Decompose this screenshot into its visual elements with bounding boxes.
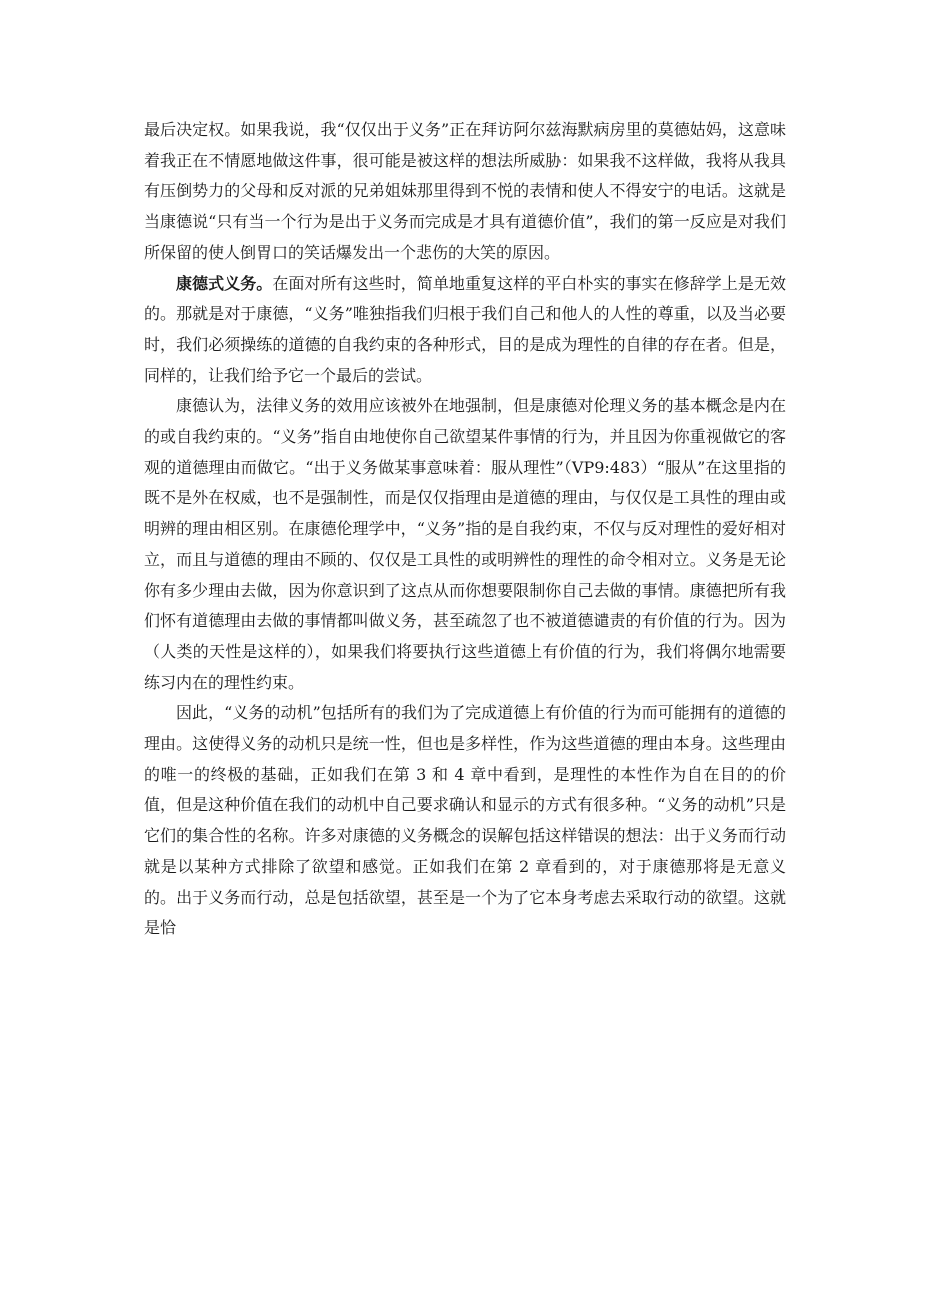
paragraph-3-text: 康德认为，法律义务的效用应该被外在地强制，但是康德对伦理义务的基本概念是内在的或自我约束的。“义务”指自由地使你自己欲望某件事情的行为，并且因为你重视做它的客观的道德理由而做它。“出于义务做某事意味着：服从理性”（VP9:483）“服从”在这里指的既不是外在权威，也不是强制性，而是仅仅指理由是道德的理由，与仅仅是工具性的理由或明辨的理由相区别。在康德伦理学中，“义务”指的是自我约束，不仅与反对理性的爱好相对立，而且与道德的理由不顾的、仅仅是工具性的或明辨性的理性的命令相对立。义务是无论你有多少理由去做，因为你意识到了这点从而你想要限制你自己去做的事情。康德把所有我们怀有道德理由去做的事情都叫做义务，甚至疏忽了也不被道德谴责的有价值的行为。因为（人类的天性是这样的），如果我们将要执行这些道德上有价值的行为，我们将偶尔地需要练习内在的理性约束。	[144, 396, 786, 692]
paragraph-4	[144, 698, 786, 944]
paragraph-4-text: 因此，“义务的动机”包括所有的我们为了完成道德上有价值的行为而可能拥有的道德的理由。这使得义务的动机只是统一性，但也是多样性，作为这些道德的理由本身。这些理由的唯一的终极的基础，正如我们在第 3 和 4 章中看到，是理性的本性作为自在目的的价值，但是这种价值在我们的动机中自己要求确认和显示的方式有很多种。“义务的动机”只是它们的集合性的名称。许多对康德的义务概念的误解包括这样错误的想法：出于义务而行动就是以某种方式排除了欲望和感觉。正如我们在第 2 章看到的，对于康德那将是无意义的。出于义务而行动，总是包括欲望，甚至是一个为了它本身考虑去采取行动的欲望。这就是恰	[144, 703, 786, 938]
paragraph-2	[144, 269, 786, 392]
document-body	[144, 115, 786, 944]
paragraph-2-text: 在面对所有这些时，简单地重复这样的平白朴实的事实在修辞学上是无效的。那就是对于康德，“义务”唯独指我们归根于我们自己和他人的人性的尊重，以及当必要时，我们必须操练的道德的自我约束的各种形式，目的是成为理性的自律的存在者。但是，同样的，让我们给予它一个最后的尝试。	[144, 273, 786, 385]
section-heading-kantian-duty: 康德式义务。	[176, 273, 273, 293]
paragraph-1	[144, 115, 786, 269]
paragraph-1-text: 最后决定权。如果我说，我“仅仅出于义务”正在拜访阿尔兹海默病房里的莫德姑妈，这意味着我正在不情愿地做这件事，很可能是被这样的想法所威胁：如果我不这样做，我将从我具有压倒势力的父母和反对派的兄弟姐妹那里得到不悦的表情和使人不得安宁的电话。这就是当康德说“只有当一个行为是出于义务而完成是才具有道德价值”，我们的第一反应是对我们所保留的使人倒胃口的笑话爆发出一个悲伤的大笑的原因。	[144, 120, 786, 262]
paragraph-3	[144, 391, 786, 698]
